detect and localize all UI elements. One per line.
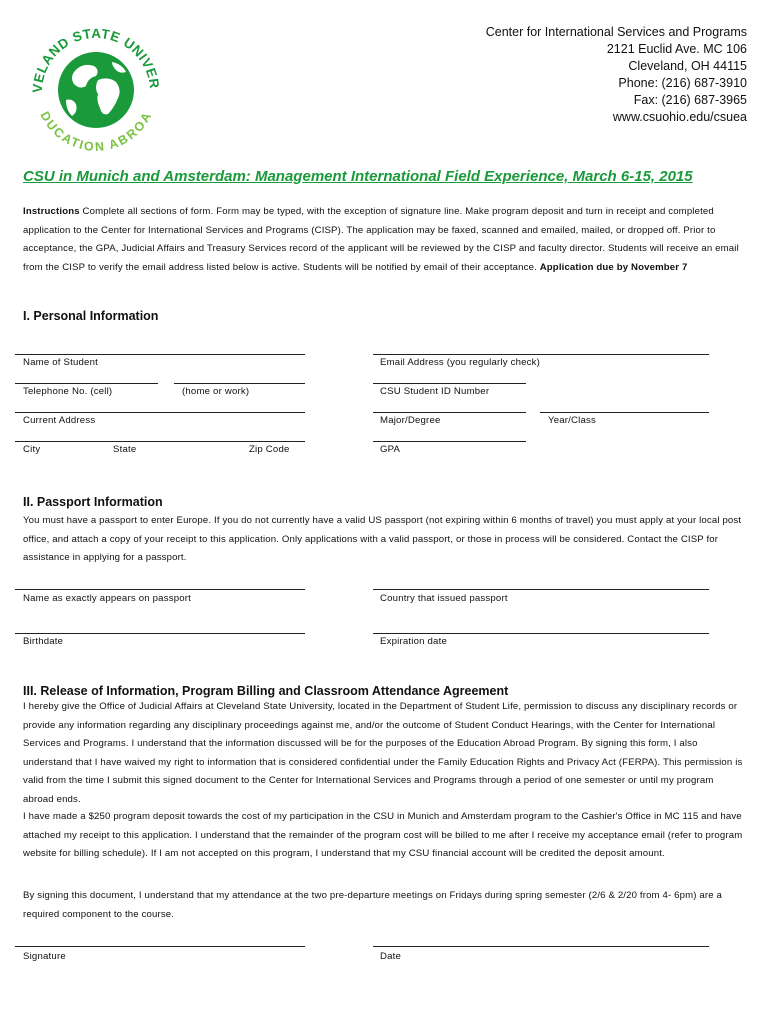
instructions-label: Instructions	[23, 206, 80, 217]
year-label: Year/Class	[548, 415, 597, 426]
state-label: State	[113, 444, 137, 455]
cell-phone-line[interactable]	[15, 383, 158, 384]
passport-paragraph: You must have a passport to enter Europe. If you do not currently have a valid US passport (not expiring within 6 months of travel) you must apply at your local post office, and attach a copy of your receipt to this application. Only applications with a valid passport, or those in process will be considered. Contact the CISP for assistance in applying for a passport.	[23, 515, 742, 563]
birthdate-label: Birthdate	[23, 636, 64, 647]
name-label: Name of Student	[23, 357, 98, 368]
expiration-line[interactable]	[373, 633, 709, 634]
street-address: 2121 Euclid Ave. MC 106	[606, 42, 747, 56]
city-state-zip: Cleveland, OH 44115	[628, 59, 747, 73]
city-label: City	[23, 444, 41, 455]
fax-number: Fax: (216) 687-3965	[633, 93, 747, 107]
release-paragraph-attendance: By signing this document, I understand that my attendance at the two pre-departure meetings on Fridays during spring semester (2/6 & 2/20 from 4- 6pm) are a required component to the course.	[23, 890, 723, 920]
logo-bottom-text: DUCATION ABROA	[37, 109, 155, 154]
website: www.csuohio.edu/csuea	[612, 110, 747, 124]
university-logo	[26, 22, 166, 162]
address-line[interactable]	[15, 412, 305, 413]
gpa-label: GPA	[380, 444, 401, 455]
date-line[interactable]	[373, 946, 709, 947]
major-line[interactable]	[373, 412, 526, 413]
instructions-paragraph	[23, 203, 747, 277]
page-title: CSU in Munich and Amsterdam: Management International Field Experience, March 6-15, 2015	[23, 168, 693, 185]
email-line[interactable]	[373, 354, 709, 355]
address-label: Current Address	[23, 415, 96, 426]
passport-country-label: Country that issued passport	[380, 593, 508, 604]
student-id-line[interactable]	[373, 383, 526, 384]
signature-label: Signature	[23, 951, 66, 962]
gpa-line[interactable]	[373, 441, 526, 442]
passport-name-line[interactable]	[15, 589, 305, 590]
city-state-zip-line[interactable]	[15, 441, 305, 442]
section-release-heading: III. Release of Information, Program Billing and Classroom Attendance Agreement	[23, 684, 509, 698]
passport-country-line[interactable]	[373, 589, 709, 590]
signature-line[interactable]	[15, 946, 305, 947]
phone-number: Phone: (216) 687-3910	[618, 76, 747, 90]
zip-label: Zip Code	[249, 444, 290, 455]
student-id-label: CSU Student ID Number	[380, 386, 490, 397]
home-phone-label: (home or work)	[182, 386, 250, 397]
year-line[interactable]	[540, 412, 709, 413]
major-label: Major/Degree	[380, 415, 441, 426]
home-phone-line[interactable]	[174, 383, 305, 384]
release-paragraph-billing: I have made a $250 program deposit towards the cost of my participation in the CSU in Munich and Amsterdam program to the Cashier's Office in MC 115 and have attached my receipt to this application. I understand that the remainder of the program cost will be billed to me after I receive my acceptance email (refer to program website for billing schedule). If I am not accepted on this program, I understand that my CSU financial account will be credited the deposit amount.	[23, 811, 743, 859]
date-label: Date	[380, 951, 402, 962]
office-address	[486, 24, 747, 126]
section-passport-heading: II. Passport Information	[23, 495, 163, 509]
name-line[interactable]	[15, 354, 305, 355]
instructions-text: Complete all sections of form. Form may be typed, with the exception of signature line. Make program deposit and turn in receipt and completed application to the Center for International Services and Programs (CISP). The application may be faxed, scanned and emailed, mailed, or dropped off. Prior to acceptance, the GPA, Judicial Affairs and Treasury Services record of the applicant will be reviewed by the CISP and faculty director. Students will receive an email from the CISP to verify the email address listed below is active. Students will be notified by email of their acceptance.	[23, 206, 739, 273]
logo-top-text: VELAND STATE UNIVER	[29, 25, 163, 94]
birthdate-line[interactable]	[15, 633, 305, 634]
passport-name-label: Name as exactly appears on passport	[23, 593, 192, 604]
expiration-label: Expiration date	[380, 636, 447, 647]
cell-phone-label: Telephone No. (cell)	[23, 386, 113, 397]
release-paragraph-judicial: I hereby give the Office of Judicial Affairs at Cleveland State University, located in the Department of Student Life, permission to discuss any disciplinary records or provide any information regarding any disciplinary proceedings against me, and/or the outcome of Student Conduct Hearings, with the Center for International Services and Programs. I understand that the information discussed will be for the purposes of the Education Abroad Program. By signing this form, I also understand that I have waived my right to information that is considered confidential under the Family Education Rights and Privacy Act (FERPA). This permission is valid from the time I submit this signed document to the Center for International Services and Programs through a period of one semester or until my program abroad ends.	[23, 701, 743, 805]
section-personal-heading: I. Personal Information	[23, 309, 159, 323]
globe-icon	[26, 22, 166, 162]
email-label: Email Address (you regularly check)	[380, 357, 541, 368]
office-name: Center for International Services and Programs	[485, 25, 747, 39]
due-date: Application due by November 7	[539, 261, 688, 273]
